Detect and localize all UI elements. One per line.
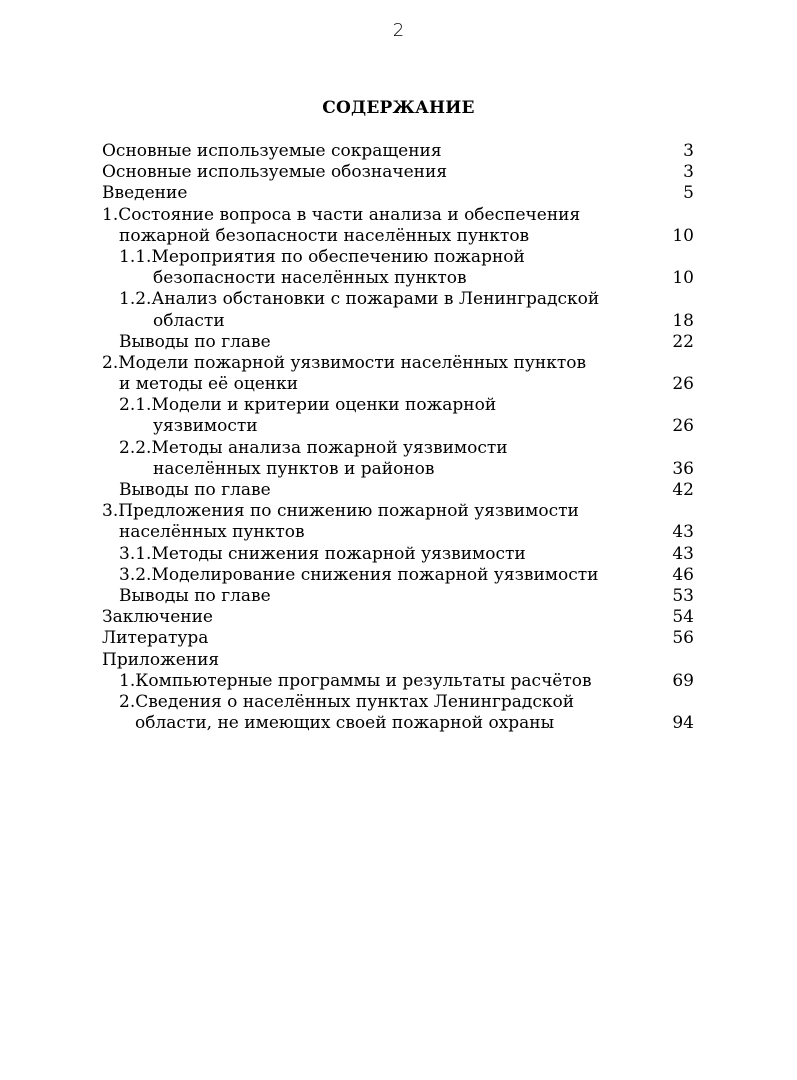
toc-entry-page: 36 [672,458,694,479]
toc-entry-label: безопасности населённых пунктов [153,268,467,289]
toc-entry-label: области [153,310,225,331]
toc-entry-section-1-2-cont [0,311,797,332]
toc-entry-label: 3.Предложения по снижению пожарной уязвимости [102,501,579,522]
toc-entry-label: 2.Сведения о населённых пунктах Ленинградской [119,691,575,712]
toc-entry-page: 3 [683,141,694,161]
toc-entry-page: 22 [672,331,694,352]
toc-entry-label: 1.1.Мероприятия по обеспечению пожарной [119,246,525,267]
toc-entry-label: населённых пунктов [119,522,305,543]
toc-entry-section-2-2 [0,438,797,459]
toc-entry-introduction [0,183,797,204]
toc-entry-label: 2.1.Модели и критерии оценки пожарной [119,395,497,416]
toc-entry-label: 1.Компьютерные программы и результаты расчётов [119,670,592,691]
toc-entry-label: 3.1.Методы снижения пожарной уязвимости [119,543,526,564]
toc-entry-label: 1.Состояние вопроса в части анализа и обеспечения [102,204,581,225]
toc-entry-page: 53 [672,585,694,606]
toc-entry-label: Основные используемые обозначения [102,162,448,183]
toc-entry-label: Выводы по главе [119,585,271,606]
toc-entry-page: 42 [672,480,694,500]
toc-entry-label: Приложения [102,649,220,670]
toc-entry-page: 43 [672,543,694,564]
toc-entry-appendices [0,650,797,671]
toc-entry-chapter-1-conclusions [0,332,797,353]
toc-entry-chapter-1-cont [0,226,797,247]
toc-entry-section-2-2-cont [0,459,797,480]
toc-entry-chapter-2-conclusions [0,480,797,501]
toc-entry-page: 94 [672,713,694,734]
toc-entry-label: пожарной безопасности населённых пунктов [119,225,530,246]
toc-entry-appendix-2-cont [0,713,797,734]
toc-entry-label: Литература [102,628,209,649]
toc-entry-chapter-2 [0,353,797,374]
toc-entry-page: 10 [672,225,694,246]
toc-entry-label: Выводы по главе [119,480,271,500]
toc-entry-conclusion [0,607,797,628]
toc-entry-page: 26 [672,416,694,437]
toc-entry-label: Основные используемые сокращения [102,141,442,161]
toc-entry-chapter-1 [0,205,797,226]
toc-entry-label: 1.2.Анализ обстановки с пожарами в Ленинградской [119,289,600,310]
toc-entry-label: и методы её оценки [119,374,299,395]
toc-entry-section-1-1 [0,247,797,268]
toc-entry-page: 46 [672,564,694,585]
toc-entry-page: 18 [672,310,694,331]
toc-entry-references [0,628,797,649]
table-of-contents [0,141,797,734]
toc-entry-page: 43 [672,522,694,543]
toc-entry-page: 54 [672,607,694,628]
page-title: СОДЕРЖАНИЕ [322,98,475,118]
toc-entry-section-2-1 [0,395,797,416]
toc-entry-page: 3 [683,162,694,183]
toc-entry-label: Введение [102,183,188,204]
toc-entry-notation [0,162,797,183]
toc-entry-label: области, не имеющих своей пожарной охраны [135,713,555,734]
toc-entry-section-3-1 [0,544,797,565]
toc-entry-label: уязвимости [153,416,258,437]
toc-entry-label: 3.2.Моделирование снижения пожарной уязвимости [119,564,599,585]
toc-entry-section-1-2 [0,289,797,310]
toc-entry-label: 2.2.Методы анализа пожарной уязвимости [119,437,508,458]
toc-entry-chapter-2-cont [0,374,797,395]
toc-entry-page: 56 [672,628,694,649]
toc-entry-page: 5 [683,183,694,204]
toc-entry-section-2-1-cont [0,416,797,437]
toc-entry-abbreviations [0,141,797,162]
toc-entry-label: населённых пунктов и районов [153,458,435,479]
toc-entry-chapter-3 [0,501,797,522]
toc-entry-label: 2.Модели пожарной уязвимости населённых пунктов [102,352,587,373]
toc-entry-appendix-2 [0,692,797,713]
toc-entry-label: Выводы по главе [119,331,271,352]
toc-entry-section-3-2 [0,565,797,586]
toc-entry-appendix-1 [0,671,797,692]
toc-entry-page: 10 [672,268,694,289]
toc-entry-page: 26 [672,374,694,395]
page-number: 2 [392,20,405,41]
toc-entry-chapter-3-conclusions [0,586,797,607]
toc-entry-label: Заключение [102,607,213,628]
toc-entry-chapter-3-cont [0,522,797,543]
toc-entry-section-1-1-cont [0,268,797,289]
toc-entry-page: 69 [672,670,694,691]
